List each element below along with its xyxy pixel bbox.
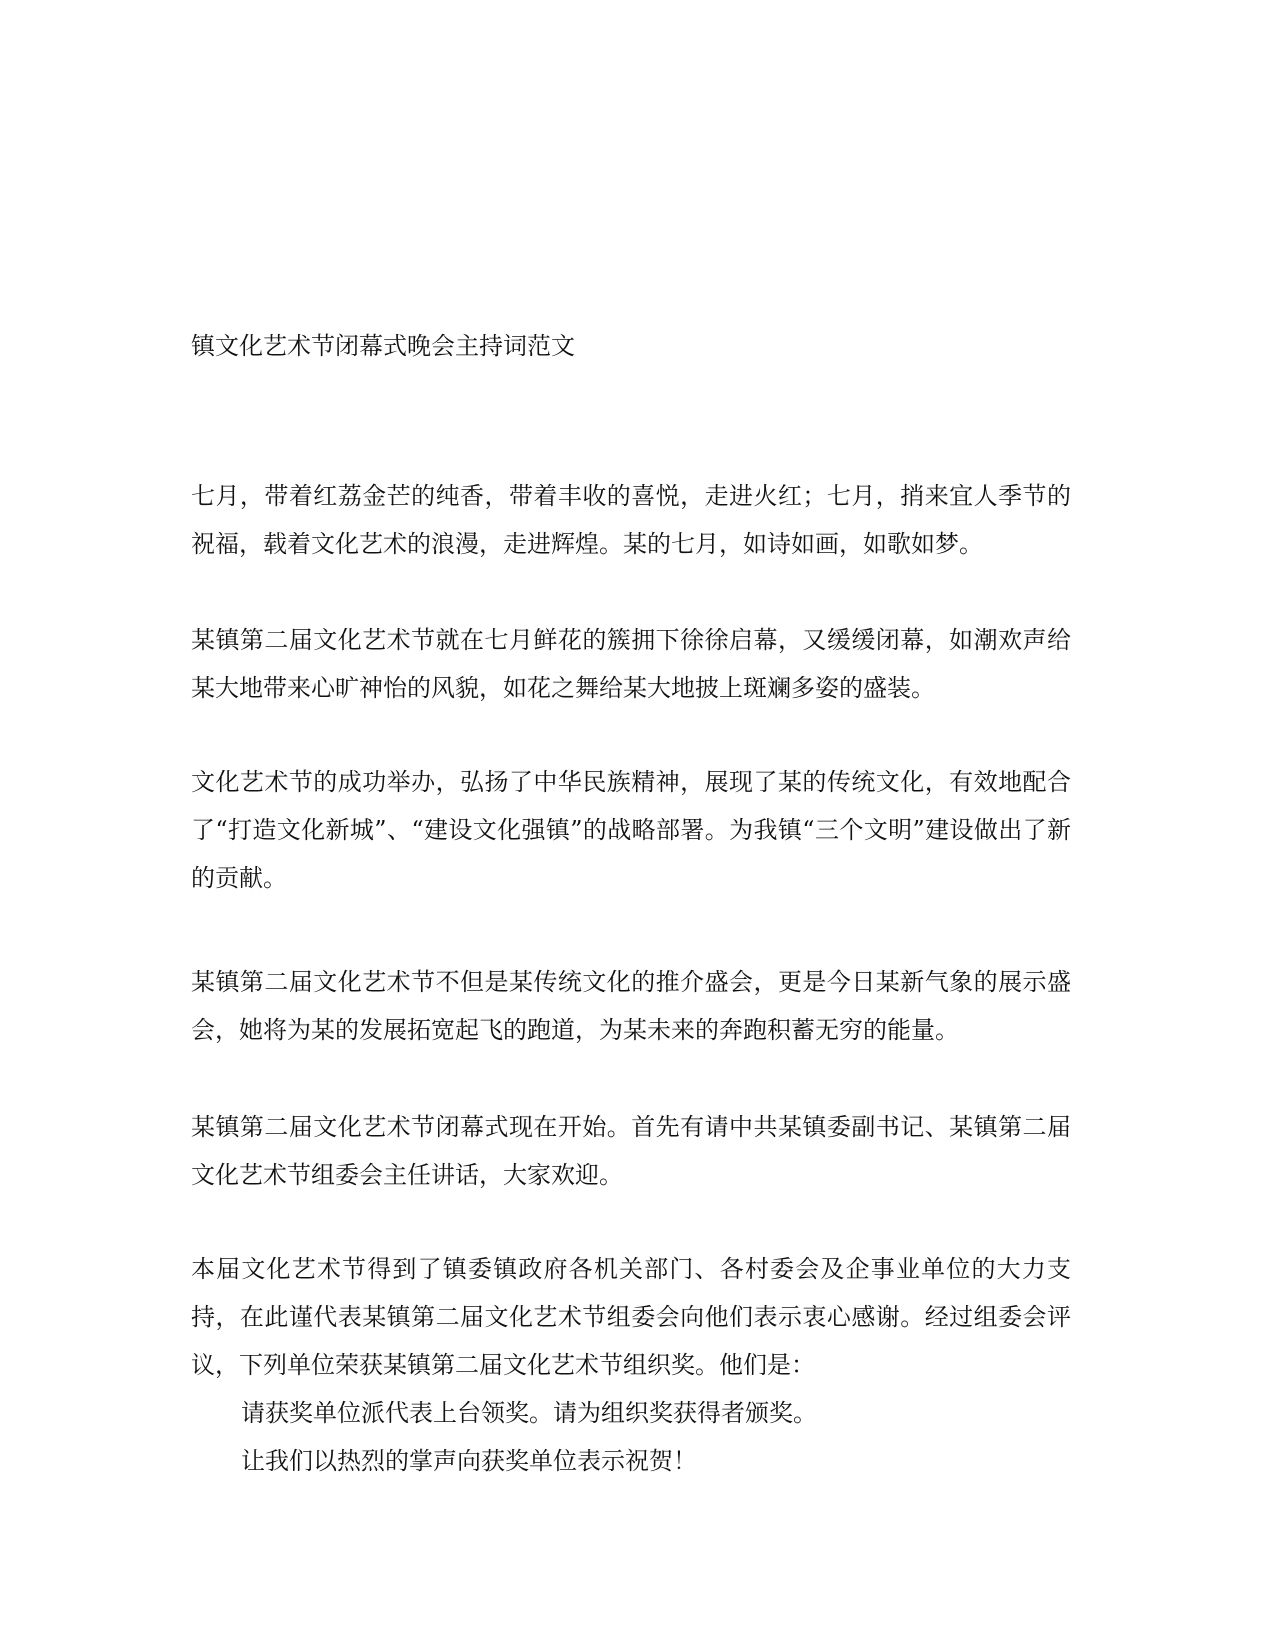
paragraph-1: 七月，带着红荔金芒的纯香，带着丰收的喜悦，走进火红；七月，捎来宜人季节的祝福，载着文化艺术的浪漫，走进辉煌。某的七月，如诗如画，如歌如梦。 [191, 482, 1071, 558]
paragraph-3: 文化艺术节的成功举办，弘扬了中华民族精神，展现了某的传统文化，有效地配合了“打造文化新城”、“建设文化强镇”的战略部署。为我镇“三个文明”建设做出了新的贡献。 [191, 768, 1071, 892]
indented-line-1: 请获奖单位派代表上台领奖。请为组织奖获得者颁奖。 [241, 1399, 817, 1427]
indented-line-2: 让我们以热烈的掌声向获奖单位表示祝贺！ [241, 1447, 697, 1475]
document-title: 镇文化艺术节闭幕式晚会主持词范文 [191, 332, 575, 360]
paragraph-4: 某镇第二届文化艺术节不但是某传统文化的推介盛会，更是今日某新气象的展示盛会，她将为某的发展拓宽起飞的跑道，为某未来的奔跑积蓄无穷的能量。 [191, 968, 1071, 1044]
paragraph-6: 本届文化艺术节得到了镇委镇政府各机关部门、各村委会及企事业单位的大力支持，在此谨代表某镇第二届文化艺术节组委会向他们表示衷心感谢。经过组委会评议，下列单位荣获某镇第二届文化艺术节组织奖。他们是： [191, 1255, 1071, 1379]
paragraph-2: 某镇第二届文化艺术节就在七月鲜花的簇拥下徐徐启幕，又缓缓闭幕，如潮欢声给某大地带来心旷神怡的风貌，如花之舞给某大地披上斑斓多姿的盛装。 [191, 626, 1071, 702]
paragraph-5: 某镇第二届文化艺术节闭幕式现在开始。首先有请中共某镇委副书记、某镇第二届文化艺术节组委会主任讲话，大家欢迎。 [191, 1113, 1071, 1189]
